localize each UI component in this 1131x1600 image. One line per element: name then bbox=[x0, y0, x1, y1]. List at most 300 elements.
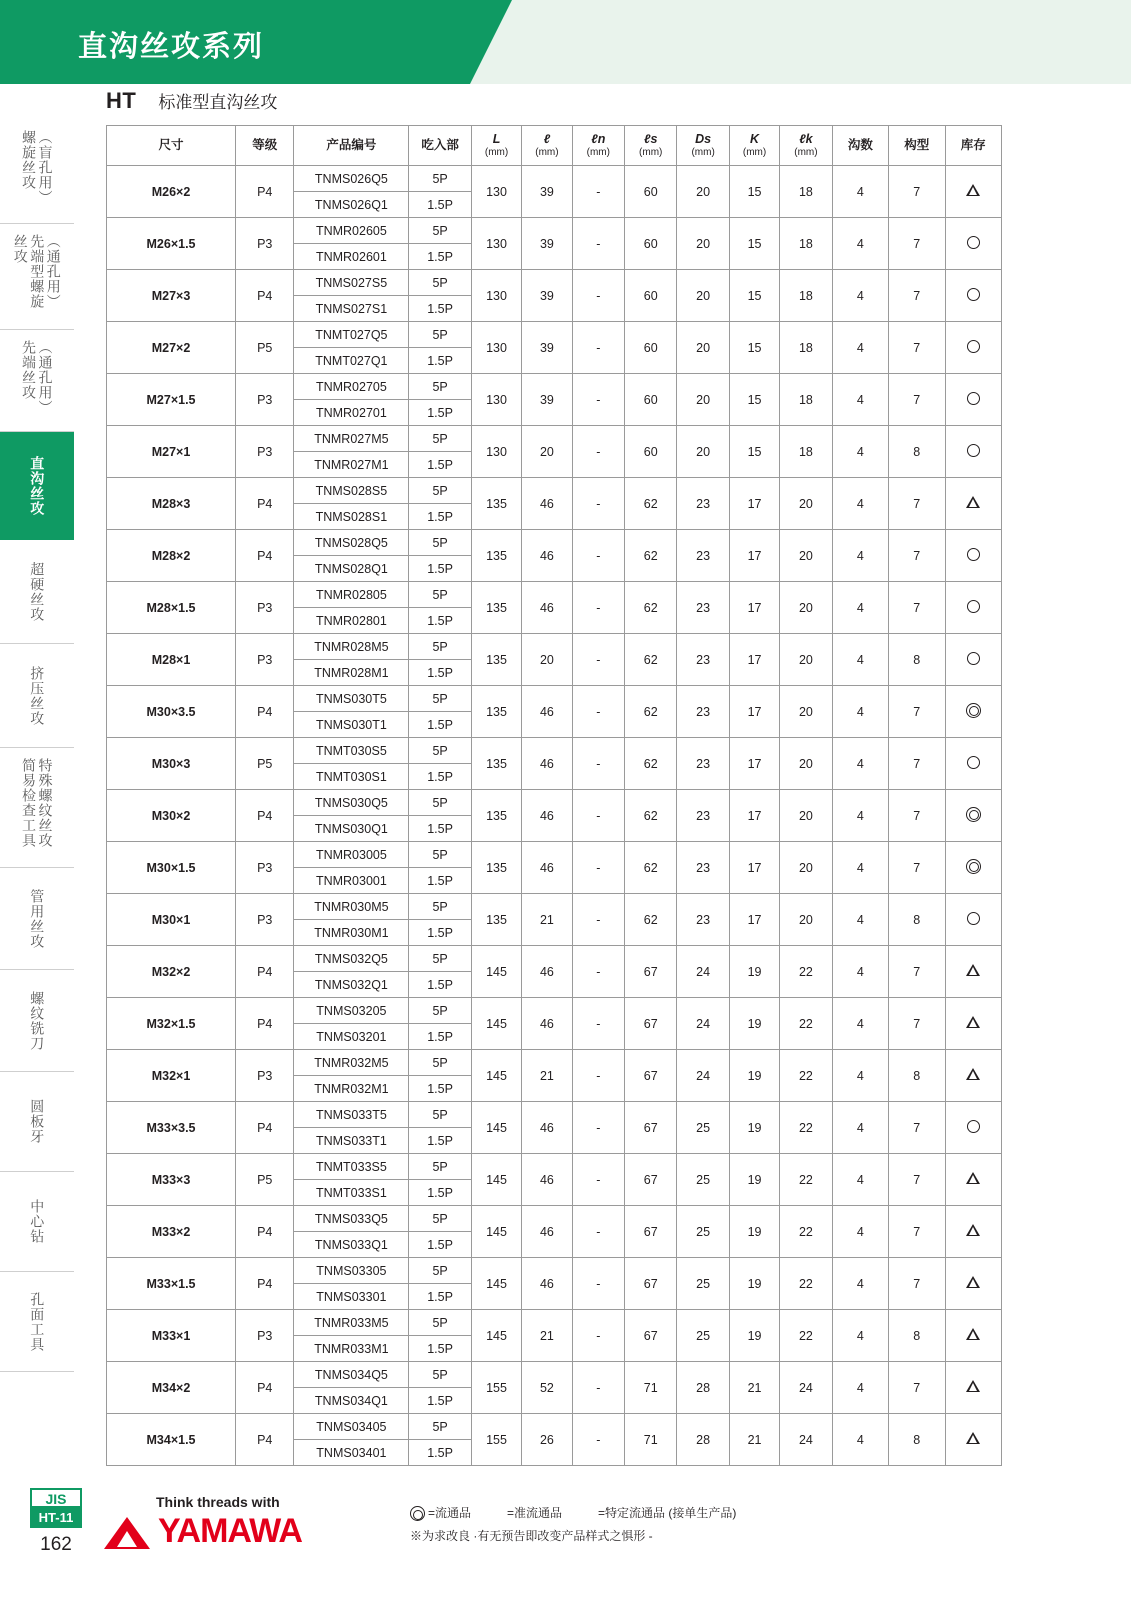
cell-ln: - bbox=[572, 270, 624, 322]
triangle-icon bbox=[966, 184, 980, 196]
cell-size: M34×2 bbox=[107, 1362, 236, 1414]
cell-size: M26×1.5 bbox=[107, 218, 236, 270]
cell-ln: - bbox=[572, 1414, 624, 1466]
cell-ln: - bbox=[572, 894, 624, 946]
circle-icon bbox=[967, 756, 980, 769]
circle-icon bbox=[967, 236, 980, 249]
cell-size: M28×1.5 bbox=[107, 582, 236, 634]
sidebar-item-spiral-point-through[interactable] bbox=[0, 224, 74, 330]
table-row bbox=[107, 478, 1002, 504]
cell-chamfer: 5P bbox=[409, 218, 471, 244]
col-header-grade: 等级 bbox=[236, 126, 294, 166]
series-code: HT bbox=[106, 88, 137, 113]
cell-size: M30×2 bbox=[107, 790, 236, 842]
cell-form: 7 bbox=[889, 842, 945, 894]
page-title: 直沟丝攻系列 bbox=[78, 31, 265, 63]
table-body bbox=[107, 166, 1002, 1466]
cell-L: 135 bbox=[471, 478, 521, 530]
cell-chamfer: 1.5P bbox=[409, 400, 471, 426]
cell-l: 39 bbox=[522, 322, 572, 374]
cell-product-code: TNMS032Q5 bbox=[294, 946, 409, 972]
cell-l: 46 bbox=[522, 1154, 572, 1206]
cell-K: 19 bbox=[729, 1102, 779, 1154]
sidebar-tabs bbox=[0, 120, 74, 1372]
cell-grooves: 4 bbox=[832, 374, 888, 426]
table-row bbox=[107, 738, 1002, 764]
cell-chamfer: 5P bbox=[409, 998, 471, 1024]
triangle-icon bbox=[966, 1224, 980, 1236]
cell-stock bbox=[945, 218, 1002, 270]
sidebar-item-point-tap-through[interactable] bbox=[0, 330, 74, 432]
cell-Ds: 25 bbox=[677, 1206, 729, 1258]
cell-ls: 60 bbox=[625, 270, 677, 322]
cell-chamfer: 1.5P bbox=[409, 504, 471, 530]
cell-K: 19 bbox=[729, 1258, 779, 1310]
cell-stock bbox=[945, 426, 1002, 478]
cell-size: M27×1 bbox=[107, 426, 236, 478]
circle-icon bbox=[967, 652, 980, 665]
sidebar-item-label: 挤压丝攻 bbox=[29, 665, 46, 726]
cell-product-code: TNMR02605 bbox=[294, 218, 409, 244]
cell-K: 19 bbox=[729, 998, 779, 1050]
cell-chamfer: 5P bbox=[409, 842, 471, 868]
cell-L: 135 bbox=[471, 686, 521, 738]
cell-chamfer: 1.5P bbox=[409, 244, 471, 270]
cell-ln: - bbox=[572, 166, 624, 218]
cell-lk: 22 bbox=[780, 1310, 832, 1362]
cell-size: M27×3 bbox=[107, 270, 236, 322]
sidebar-item-label: 管用丝攻 bbox=[29, 888, 46, 949]
table-row bbox=[107, 218, 1002, 244]
cell-chamfer: 1.5P bbox=[409, 660, 471, 686]
cell-ls: 62 bbox=[625, 738, 677, 790]
col-header-form: 构型 bbox=[889, 126, 945, 166]
cell-chamfer: 1.5P bbox=[409, 1284, 471, 1310]
cell-l: 39 bbox=[522, 166, 572, 218]
table-row bbox=[107, 1154, 1002, 1180]
cell-ls: 62 bbox=[625, 582, 677, 634]
cell-L: 135 bbox=[471, 842, 521, 894]
cell-grooves: 4 bbox=[832, 998, 888, 1050]
cell-form: 8 bbox=[889, 1050, 945, 1102]
cell-product-code: TNMR02705 bbox=[294, 374, 409, 400]
cell-size: M33×1.5 bbox=[107, 1258, 236, 1310]
cell-product-code: TNMT033S1 bbox=[294, 1180, 409, 1206]
cell-K: 19 bbox=[729, 946, 779, 998]
cell-stock bbox=[945, 738, 1002, 790]
cell-ls: 67 bbox=[625, 998, 677, 1050]
circle-icon bbox=[967, 600, 980, 613]
cell-product-code: TNMS030T5 bbox=[294, 686, 409, 712]
cell-l: 46 bbox=[522, 1206, 572, 1258]
cell-K: 21 bbox=[729, 1414, 779, 1466]
cell-chamfer: 1.5P bbox=[409, 1336, 471, 1362]
cell-form: 7 bbox=[889, 166, 945, 218]
cell-product-code: TNMT030S5 bbox=[294, 738, 409, 764]
cell-ln: - bbox=[572, 1102, 624, 1154]
cell-grade: P3 bbox=[236, 426, 294, 478]
series-heading bbox=[106, 88, 277, 114]
cell-ln: - bbox=[572, 218, 624, 270]
col-header-ln: ℓn (mm) bbox=[572, 126, 624, 166]
cell-product-code: TNMS033Q1 bbox=[294, 1232, 409, 1258]
cell-product-code: TNMS030Q1 bbox=[294, 816, 409, 842]
cell-ln: - bbox=[572, 1258, 624, 1310]
cell-stock bbox=[945, 946, 1002, 998]
brand-name: YAMAWA bbox=[158, 1512, 302, 1550]
cell-ln: - bbox=[572, 374, 624, 426]
cell-product-code: TNMS033Q5 bbox=[294, 1206, 409, 1232]
cell-chamfer: 5P bbox=[409, 426, 471, 452]
cell-product-code: TNMS033T5 bbox=[294, 1102, 409, 1128]
cell-K: 17 bbox=[729, 530, 779, 582]
sidebar-item-hole-surface-tool[interactable] bbox=[0, 1272, 74, 1372]
cell-lk: 22 bbox=[780, 998, 832, 1050]
legend-line-2: ※为求改良 ·有无预告即改变产品样式之惧形 - bbox=[410, 1528, 653, 1543]
cell-ln: - bbox=[572, 478, 624, 530]
cell-product-code: TNMR03005 bbox=[294, 842, 409, 868]
table-row bbox=[107, 998, 1002, 1024]
cell-L: 145 bbox=[471, 1050, 521, 1102]
cell-lk: 18 bbox=[780, 322, 832, 374]
cell-form: 7 bbox=[889, 374, 945, 426]
cell-Ds: 24 bbox=[677, 998, 729, 1050]
cell-ln: - bbox=[572, 530, 624, 582]
cell-chamfer: 5P bbox=[409, 478, 471, 504]
circle-icon bbox=[967, 392, 980, 405]
table-row bbox=[107, 842, 1002, 868]
cell-ln: - bbox=[572, 634, 624, 686]
cell-Ds: 25 bbox=[677, 1258, 729, 1310]
cell-product-code: TNMS03301 bbox=[294, 1284, 409, 1310]
cell-l: 46 bbox=[522, 842, 572, 894]
cell-chamfer: 1.5P bbox=[409, 1024, 471, 1050]
cell-L: 130 bbox=[471, 218, 521, 270]
cell-form: 7 bbox=[889, 1206, 945, 1258]
triangle-icon bbox=[966, 964, 980, 976]
cell-grooves: 4 bbox=[832, 946, 888, 998]
cell-form: 7 bbox=[889, 998, 945, 1050]
cell-K: 15 bbox=[729, 374, 779, 426]
cell-product-code: TNMR028M1 bbox=[294, 660, 409, 686]
cell-chamfer: 1.5P bbox=[409, 608, 471, 634]
cell-lk: 18 bbox=[780, 374, 832, 426]
cell-form: 7 bbox=[889, 478, 945, 530]
sidebar-item-forming[interactable] bbox=[0, 644, 74, 748]
cell-grooves: 4 bbox=[832, 686, 888, 738]
cell-grooves: 4 bbox=[832, 478, 888, 530]
cell-L: 135 bbox=[471, 790, 521, 842]
cell-form: 7 bbox=[889, 686, 945, 738]
cell-chamfer: 5P bbox=[409, 894, 471, 920]
table-row bbox=[107, 1050, 1002, 1076]
sidebar-item-special-gauge[interactable] bbox=[0, 748, 74, 868]
cell-grade: P4 bbox=[236, 1102, 294, 1154]
cell-K: 17 bbox=[729, 790, 779, 842]
cell-stock bbox=[945, 1102, 1002, 1154]
cell-chamfer: 1.5P bbox=[409, 1076, 471, 1102]
spec-table-container bbox=[106, 125, 1002, 1466]
cell-ls: 60 bbox=[625, 374, 677, 426]
cell-stock bbox=[945, 166, 1002, 218]
cell-Ds: 20 bbox=[677, 270, 729, 322]
cell-l: 39 bbox=[522, 270, 572, 322]
cell-ls: 62 bbox=[625, 790, 677, 842]
triangle-icon bbox=[966, 1172, 980, 1184]
brand-block bbox=[104, 1494, 404, 1551]
cell-grooves: 4 bbox=[832, 270, 888, 322]
cell-grade: P4 bbox=[236, 998, 294, 1050]
cell-ln: - bbox=[572, 426, 624, 478]
cell-grade: P3 bbox=[236, 634, 294, 686]
table-row bbox=[107, 1310, 1002, 1336]
cell-size: M30×1.5 bbox=[107, 842, 236, 894]
cell-ls: 67 bbox=[625, 1102, 677, 1154]
cell-stock bbox=[945, 582, 1002, 634]
cell-chamfer: 1.5P bbox=[409, 868, 471, 894]
cell-product-code: TNMR02601 bbox=[294, 244, 409, 270]
cell-stock bbox=[945, 894, 1002, 946]
cell-Ds: 23 bbox=[677, 530, 729, 582]
page-footer bbox=[0, 1480, 1131, 1600]
cell-size: M28×3 bbox=[107, 478, 236, 530]
double-circle-icon bbox=[966, 703, 981, 718]
cell-K: 17 bbox=[729, 686, 779, 738]
cell-chamfer: 1.5P bbox=[409, 1232, 471, 1258]
cell-stock bbox=[945, 842, 1002, 894]
cell-ln: - bbox=[572, 790, 624, 842]
table-row bbox=[107, 270, 1002, 296]
cell-grooves: 4 bbox=[832, 634, 888, 686]
cell-K: 15 bbox=[729, 270, 779, 322]
cell-grooves: 4 bbox=[832, 1206, 888, 1258]
cell-ls: 67 bbox=[625, 1310, 677, 1362]
triangle-icon bbox=[966, 496, 980, 508]
cell-chamfer: 1.5P bbox=[409, 920, 471, 946]
cell-l: 46 bbox=[522, 530, 572, 582]
cell-grade: P3 bbox=[236, 374, 294, 426]
cell-chamfer: 5P bbox=[409, 166, 471, 192]
cell-Ds: 23 bbox=[677, 790, 729, 842]
cell-Ds: 20 bbox=[677, 218, 729, 270]
col-header-stock: 库存 bbox=[945, 126, 1002, 166]
cell-ls: 67 bbox=[625, 946, 677, 998]
cell-L: 145 bbox=[471, 946, 521, 998]
cell-ln: - bbox=[572, 1362, 624, 1414]
cell-stock bbox=[945, 790, 1002, 842]
cell-stock bbox=[945, 1154, 1002, 1206]
cell-lk: 20 bbox=[780, 478, 832, 530]
cell-chamfer: 5P bbox=[409, 1414, 471, 1440]
cell-chamfer: 1.5P bbox=[409, 296, 471, 322]
cell-lk: 18 bbox=[780, 270, 832, 322]
cell-product-code: TNMR033M5 bbox=[294, 1310, 409, 1336]
sidebar-item-label: （通孔用）先端型螺旋丝攻 bbox=[12, 234, 62, 309]
cell-product-code: TNMS027S5 bbox=[294, 270, 409, 296]
cell-chamfer: 1.5P bbox=[409, 192, 471, 218]
sidebar-item-pipe-tap[interactable] bbox=[0, 868, 74, 970]
cell-size: M26×2 bbox=[107, 166, 236, 218]
table-row bbox=[107, 790, 1002, 816]
cell-K: 17 bbox=[729, 582, 779, 634]
cell-K: 19 bbox=[729, 1050, 779, 1102]
cell-stock bbox=[945, 1414, 1002, 1466]
cell-lk: 20 bbox=[780, 790, 832, 842]
cell-lk: 22 bbox=[780, 1206, 832, 1258]
cell-l: 46 bbox=[522, 582, 572, 634]
cell-K: 17 bbox=[729, 478, 779, 530]
triangle-icon bbox=[966, 1068, 980, 1080]
cell-form: 8 bbox=[889, 426, 945, 478]
cell-form: 7 bbox=[889, 322, 945, 374]
cell-K: 17 bbox=[729, 634, 779, 686]
sidebar-item-label: 孔面工具 bbox=[29, 1291, 46, 1352]
cell-size: M32×1 bbox=[107, 1050, 236, 1102]
cell-ls: 67 bbox=[625, 1258, 677, 1310]
cell-stock bbox=[945, 1050, 1002, 1102]
cell-grooves: 4 bbox=[832, 1258, 888, 1310]
cell-size: M28×1 bbox=[107, 634, 236, 686]
cell-L: 145 bbox=[471, 1154, 521, 1206]
cell-stock bbox=[945, 1310, 1002, 1362]
cell-form: 7 bbox=[889, 1258, 945, 1310]
cell-form: 7 bbox=[889, 270, 945, 322]
brand-tagline: Think threads with bbox=[156, 1494, 280, 1510]
cell-size: M33×3.5 bbox=[107, 1102, 236, 1154]
cell-l: 46 bbox=[522, 1258, 572, 1310]
sidebar-item-label: 超硬丝攻 bbox=[29, 561, 46, 622]
sidebar-item-straight-flute[interactable] bbox=[0, 432, 74, 540]
cell-grooves: 4 bbox=[832, 842, 888, 894]
circle-icon bbox=[967, 340, 980, 353]
table-row bbox=[107, 1258, 1002, 1284]
cell-K: 21 bbox=[729, 1362, 779, 1414]
cell-product-code: TNMT027Q5 bbox=[294, 322, 409, 348]
triangle-icon bbox=[966, 1380, 980, 1392]
cell-chamfer: 5P bbox=[409, 322, 471, 348]
cell-form: 7 bbox=[889, 582, 945, 634]
cell-ln: - bbox=[572, 322, 624, 374]
cell-product-code: TNMS027S1 bbox=[294, 296, 409, 322]
cell-K: 19 bbox=[729, 1154, 779, 1206]
cell-product-code: TNMS03201 bbox=[294, 1024, 409, 1050]
cell-chamfer: 1.5P bbox=[409, 972, 471, 998]
cell-chamfer: 5P bbox=[409, 1258, 471, 1284]
cell-K: 15 bbox=[729, 166, 779, 218]
cell-lk: 22 bbox=[780, 1154, 832, 1206]
cell-Ds: 25 bbox=[677, 1102, 729, 1154]
cell-grooves: 4 bbox=[832, 1310, 888, 1362]
cell-L: 155 bbox=[471, 1362, 521, 1414]
cell-chamfer: 5P bbox=[409, 1102, 471, 1128]
cell-grade: P4 bbox=[236, 1414, 294, 1466]
cell-l: 20 bbox=[522, 426, 572, 478]
cell-L: 135 bbox=[471, 894, 521, 946]
table-row bbox=[107, 946, 1002, 972]
cell-lk: 22 bbox=[780, 1102, 832, 1154]
cell-form: 7 bbox=[889, 738, 945, 790]
col-header-K: K (mm) bbox=[729, 126, 779, 166]
cell-chamfer: 5P bbox=[409, 738, 471, 764]
cell-grade: P4 bbox=[236, 530, 294, 582]
cell-form: 8 bbox=[889, 1414, 945, 1466]
cell-chamfer: 5P bbox=[409, 1362, 471, 1388]
sidebar-item-carbide[interactable] bbox=[0, 540, 74, 644]
sidebar-item-spiral-blind[interactable] bbox=[0, 120, 74, 224]
sidebar-item-die[interactable] bbox=[0, 1072, 74, 1172]
cell-Ds: 23 bbox=[677, 634, 729, 686]
table-row bbox=[107, 166, 1002, 192]
cell-lk: 20 bbox=[780, 686, 832, 738]
cell-chamfer: 1.5P bbox=[409, 816, 471, 842]
cell-grooves: 4 bbox=[832, 582, 888, 634]
cell-product-code: TNMR032M5 bbox=[294, 1050, 409, 1076]
cell-grooves: 4 bbox=[832, 1154, 888, 1206]
cell-grooves: 4 bbox=[832, 738, 888, 790]
cell-l: 21 bbox=[522, 1050, 572, 1102]
cell-chamfer: 1.5P bbox=[409, 712, 471, 738]
yamawa-logo-icon bbox=[104, 1515, 150, 1549]
circle-icon bbox=[967, 548, 980, 561]
sidebar-item-label: 螺纹铣刀 bbox=[29, 990, 46, 1051]
cell-chamfer: 5P bbox=[409, 634, 471, 660]
cell-stock bbox=[945, 998, 1002, 1050]
sidebar-item-center-drill[interactable] bbox=[0, 1172, 74, 1272]
cell-ls: 60 bbox=[625, 426, 677, 478]
jis-badge bbox=[30, 1488, 82, 1528]
cell-grade: P3 bbox=[236, 218, 294, 270]
cell-lk: 20 bbox=[780, 530, 832, 582]
col-header-ls: ℓs (mm) bbox=[625, 126, 677, 166]
cell-grooves: 4 bbox=[832, 1050, 888, 1102]
cell-product-code: TNMR027M5 bbox=[294, 426, 409, 452]
cell-grade: P4 bbox=[236, 1362, 294, 1414]
cell-l: 26 bbox=[522, 1414, 572, 1466]
cell-product-code: TNMR02805 bbox=[294, 582, 409, 608]
cell-chamfer: 5P bbox=[409, 374, 471, 400]
cell-grade: P4 bbox=[236, 166, 294, 218]
double-circle-icon bbox=[410, 1506, 425, 1521]
cell-grooves: 4 bbox=[832, 1362, 888, 1414]
cell-grade: P4 bbox=[236, 686, 294, 738]
cell-L: 135 bbox=[471, 738, 521, 790]
cell-product-code: TNMS026Q1 bbox=[294, 192, 409, 218]
cell-product-code: TNMS03205 bbox=[294, 998, 409, 1024]
table-row bbox=[107, 1414, 1002, 1440]
table-row bbox=[107, 1362, 1002, 1388]
cell-form: 8 bbox=[889, 894, 945, 946]
page-number: 162 bbox=[40, 1534, 72, 1555]
cell-stock bbox=[945, 1258, 1002, 1310]
col-header-Ds: Ds (mm) bbox=[677, 126, 729, 166]
sidebar-item-thread-mill[interactable] bbox=[0, 970, 74, 1072]
cell-chamfer: 1.5P bbox=[409, 1180, 471, 1206]
cell-chamfer: 1.5P bbox=[409, 452, 471, 478]
cell-l: 52 bbox=[522, 1362, 572, 1414]
cell-Ds: 28 bbox=[677, 1414, 729, 1466]
cell-Ds: 25 bbox=[677, 1154, 729, 1206]
cell-stock bbox=[945, 270, 1002, 322]
cell-ls: 62 bbox=[625, 634, 677, 686]
sidebar-item-label: 特殊螺纹丝攻简易检查工具 bbox=[21, 758, 54, 848]
cell-ln: - bbox=[572, 582, 624, 634]
cell-grooves: 4 bbox=[832, 1102, 888, 1154]
cell-ls: 62 bbox=[625, 894, 677, 946]
cell-Ds: 24 bbox=[677, 1050, 729, 1102]
cell-K: 15 bbox=[729, 322, 779, 374]
cell-lk: 20 bbox=[780, 894, 832, 946]
cell-product-code: TNMR02701 bbox=[294, 400, 409, 426]
